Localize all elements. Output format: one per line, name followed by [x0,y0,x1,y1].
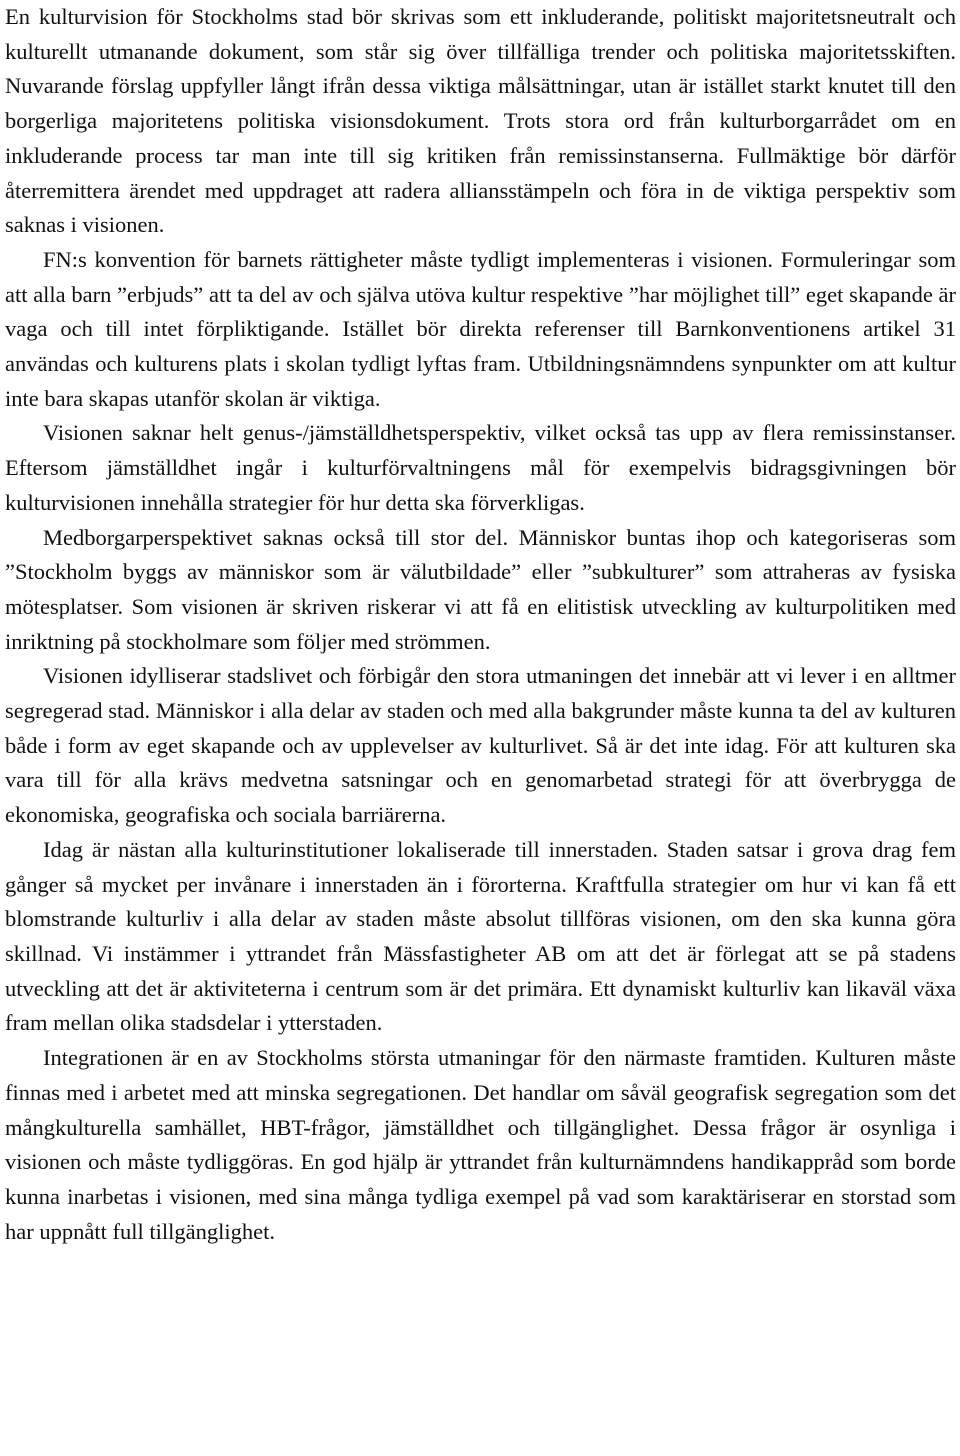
paragraph-jamstalldhet: Visionen saknar helt genus-/jämställdhetsperspektiv, vilket också tas upp av flera remissinstanser. Eftersom jämställdhet ingår i kulturförvaltningens mål för exempelvis bidragsgivningen bör kulturvisionen innehålla strategier för hur detta ska förverkligas. [5,420,956,515]
paragraph-kulturvision-intro: En kulturvision för Stockholms stad bör skrivas som ett inkluderande, politiskt majoritetsneutralt och kulturellt utmanande dokument, som står sig över tillfälliga trender och politiska majoritetsskiften. Nuvarande förslag uppfyller långt ifrån dessa viktiga målsättningar, utan är istället starkt knutet till den borgerliga majoritetens politiska visionsdokument. Trots stora ord från kulturborgarrådet om en inkluderande process tar man inte till sig kritiken från remissinstanserna. Fullmäktige bör därför återremittera ärendet med uppdraget att radera alliansstämpeln och föra in de viktiga perspektiv som saknas i visionen. [5,4,956,238]
paragraph-integration: Integrationen är en av Stockholms största utmaningar för den närmaste framtiden. Kulturen måste finnas med i arbetet med att minska segregationen. Det handlar om såväl geografisk segregation som det mångkulturella samhället, HBT-frågor, jämställdhet och tillgänglighet. Dessa frågor är osynliga i visionen och måste tydliggöras. En god hjälp är yttrandet från kulturnämndens handikappråd som borde kunna inarbetas i visionen, med sina många tydliga exempel på vad som karaktäriserar en storstad som har uppnått full tillgänglighet. [5,1045,956,1244]
paragraph-medborgarperspektiv: Medborgarperspektivet saknas också till stor del. Människor buntas ihop och kategoriseras som ”Stockholm byggs av människor som är välutbildade” eller ”subkulturer” som attraheras av fysiska mötesplatser. Som visionen är skriven riskerar vi att få en elitistisk utveckling av kulturpolitiken med inriktning på stockholmare som följer med strömmen. [5,524,956,654]
paragraph-segregerad-stad: Visionen idylliserar stadslivet och förbigår den stora utmaningen det innebär att vi lever i en alltmer segregerad stad. Människor i alla delar av staden och med alla bakgrunder måste kunna ta del av kulturen både i form av eget skapande och av upplevelser av kulturlivet. Så är det inte idag. För att kulturen ska vara till för alla krävs medvetna satsningar och en genomarbetad strategi för att överbrygga de ekonomiska, geografiska och sociala barriärerna. [5,663,956,828]
paragraph-innerstaden: Idag är nästan alla kulturinstitutioner lokaliserade till innerstaden. Staden satsar i grova drag fem gånger så mycket per invånare i innerstaden än i förorterna. Kraftfulla strategier om hur vi kan få ett blomstrande kulturliv i alla delar av staden måste absolut tillföras visionen, om den ska kunna göra skillnad. Vi instämmer i yttrandet från Mässfastigheter AB om att det är förlegat att se på stadens utveckling att det är aktiviteterna i centrum som är det primära. Ett dynamiskt kulturliv kan likaväl växa fram mellan olika stadsdelar i ytterstaden. [5,836,956,1036]
paragraph-barnkonvention: FN:s konvention för barnets rättigheter måste tydligt implementeras i visionen. Formuleringar som att alla barn ”erbjuds” att ta del av och själva utöva kultur respektive ”har möjlighet till” eget skapande är vaga och till intet förpliktigande. Istället bör direkta referenser till Barnkonventionens artikel 31 användas och kulturens plats i skolan tydligt lyftas fram. Utbildningsnämndens synpunkter om att kultur inte bara skapas utanför skolan är viktiga. [5,246,956,411]
